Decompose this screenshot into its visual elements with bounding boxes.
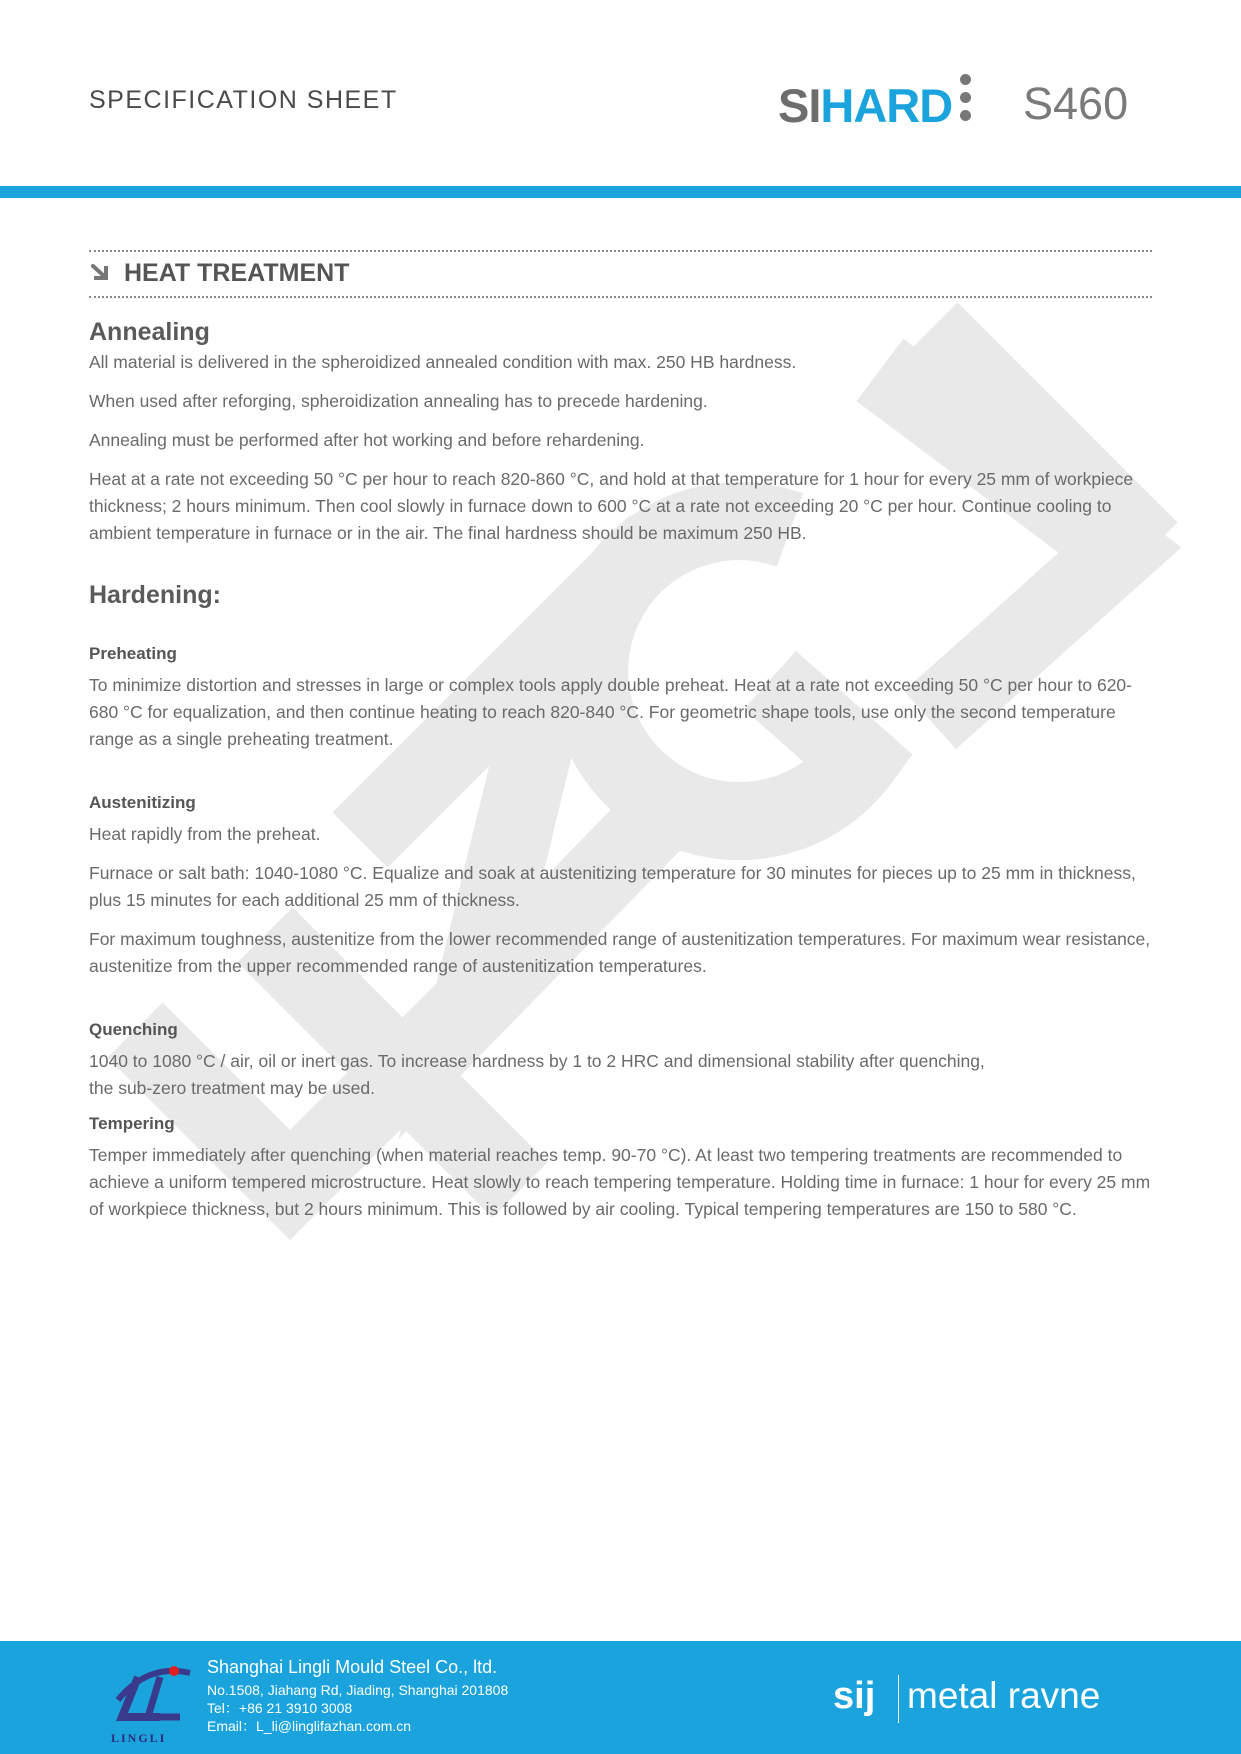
austenitizing-paragraph: For maximum toughness, austenitize from the lower recommended range of austenitization temperatures. For maximum wear resistance, austenitize from the upper recommended range of austenitization temperatures. (89, 929, 1151, 976)
brand-hard: HARD (820, 79, 953, 132)
quenching-line-2: the sub-zero treatment may be used. (89, 1078, 375, 1098)
brand-dots-icon (960, 72, 976, 126)
content-body (89, 318, 1152, 1235)
header-divider-bar (0, 186, 1241, 198)
brand-si: SI (778, 79, 821, 132)
company-address: No.1508, Jiahang Rd, Jiading, Shanghai 201808 (207, 1682, 509, 1698)
tempering-paragraph: Temper immediately after quenching (when material reaches temp. 90-70 °C). At least two tempering treatments are recommended to achieve a uniform tempered microstructure. Heat slowly to reach tempering temperature. Holding time in furnace: 1 hour for every 25 mm of workpiece thickness, but 2 hours minimum. This is followed by air cooling. Typical tempering temperatures are 150 to 580 °C. (89, 1145, 1151, 1219)
annealing-paragraph: When used after reforging, spheroidization annealing has to precede hardening. (89, 391, 708, 411)
annealing-paragraph: Heat at a rate not exceeding 50 °C per hour to reach 820-860 °C, and hold at that temperature for 1 hour for every 25 mm of workpiece thickness; 2 hours minimum. Then cool slowly in furnace down to 600 °C at a rate not exceeding 20 °C per hour. Continue cooling to ambient temperature in furnace or in the air. The final hardness should be maximum 250 HB. (89, 469, 1134, 543)
brand-name (778, 78, 952, 133)
company-email[interactable]: Email：L_li@linglifazhan.com.cn (207, 1718, 412, 1734)
footer-separator (898, 1675, 899, 1723)
quenching-heading: Quenching (89, 1020, 178, 1039)
company-name: Shanghai Lingli Mould Steel Co., ltd. (207, 1657, 498, 1677)
quenching-paragraph (89, 1048, 1152, 1102)
hardening-heading: Hardening: (89, 581, 221, 609)
austenitizing-heading: Austenitizing (89, 793, 196, 812)
lingli-logo-icon (108, 1655, 198, 1741)
austenitizing-paragraph: Heat rapidly from the preheat. (89, 824, 321, 844)
steel-grade: S460 (1023, 78, 1129, 129)
preheating-heading: Preheating (89, 644, 177, 663)
section-header (89, 250, 1152, 298)
tempering-heading: Tempering (89, 1114, 175, 1133)
preheating-paragraph: To minimize distortion and stresses in large or complex tools apply double preheat. Heat at a rate not exceeding 50 °C per hour to 620-680 °C for equalization, and then continue heating to reach 820-840 °C. For geometric shape tools, use only the second temperature range as a single preheating treatment. (89, 675, 1132, 749)
sij-logo: sij (833, 1675, 876, 1717)
document-title: SPECIFICATION SHEET (89, 86, 398, 114)
annealing-paragraph: All material is delivered in the spheroidized annealed condition with max. 250 HB hardness. (89, 352, 797, 372)
company-info (207, 1657, 508, 1735)
company-phone: Tel：+86 21 3910 3008 (207, 1700, 353, 1716)
footer-bar (0, 1641, 1241, 1754)
section-title: HEAT TREATMENT (124, 259, 350, 287)
annealing-paragraph: Annealing must be performed after hot working and before rehardening. (89, 430, 645, 450)
lingli-logo (108, 1655, 198, 1746)
lingli-logo-text: LINGLI (111, 1731, 167, 1745)
annealing-heading: Annealing (89, 318, 210, 346)
metal-ravne-logo: metal ravne (907, 1675, 1101, 1716)
quenching-line-1: 1040 to 1080 °C / air, oil or inert gas. To increase hardness by 1 to 2 HRC and dimensional stability after quenching, (89, 1051, 985, 1071)
austenitizing-paragraph: Furnace or salt bath: 1040-1080 °C. Equalize and soak at austenitizing temperature for 30 minutes for pieces up to 25 mm in thickness, plus 15 minutes for each additional 25 mm of thickness. (89, 863, 1136, 910)
arrow-down-right-icon (91, 264, 113, 284)
